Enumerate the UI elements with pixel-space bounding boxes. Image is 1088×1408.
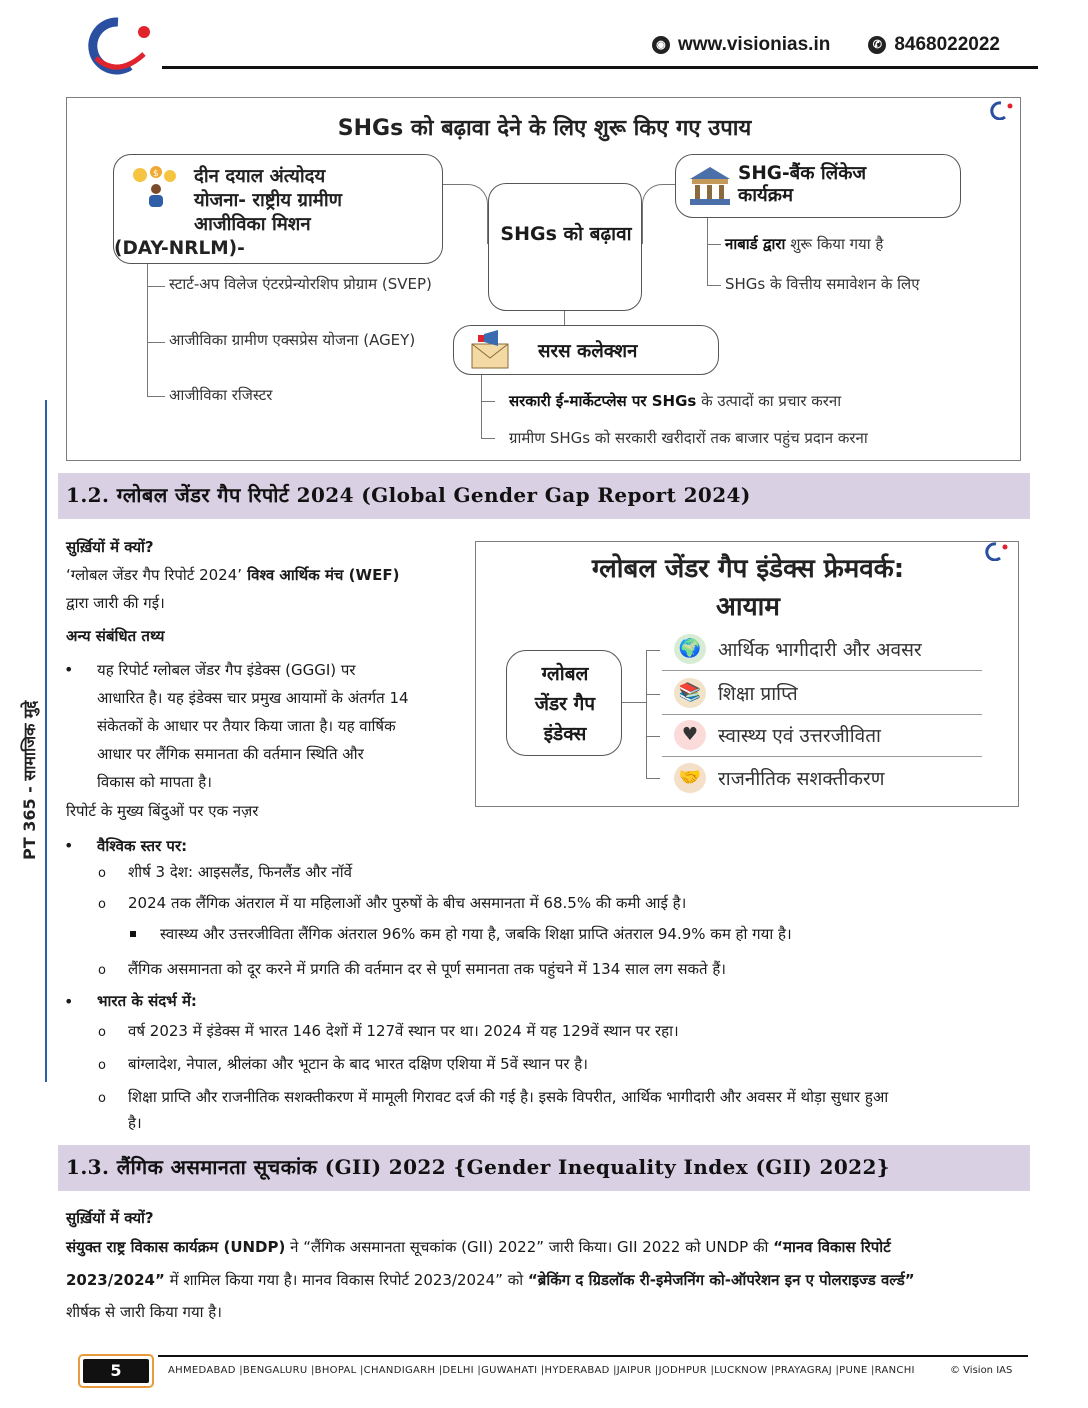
key-points-heading: रिपोर्ट के मुख्य बिंदुओं पर एक नज़र	[66, 802, 259, 820]
divider	[662, 714, 982, 715]
gii-paragraph-line: 2023/2024” में शामिल किया गया है। मानव विकास रिपोर्ट 2023/2024” को “ब्रेकिंग द ग्रिडलॉक री-इमेजनिंग को-ऑपरेशन इन ए पोलराइज्ड वर्ल्ड”	[66, 1271, 915, 1289]
ideas-person-icon	[130, 165, 184, 209]
global-sub-item: स्वास्थ्य और उत्तरजीविता लैंगिक अंतराल 96% कम हो गया है, जबकि शिक्षा प्राप्ति अंतराल 94.9% कम हो गया है।	[160, 925, 792, 943]
center-box	[488, 183, 642, 311]
connector	[147, 342, 165, 343]
bullet: •	[64, 660, 74, 679]
connector	[646, 778, 660, 779]
gggi-title: ग्लोबल जेंडर गैप इंडेक्स फ्रेमवर्क: आयाम	[591, 554, 905, 622]
globe-icon: ◉	[652, 36, 670, 54]
gii-paragraph-line: संयुक्त राष्ट्र विकास कार्यक्रम (UNDP) ने “लैंगिक असमानता सूचकांक (GII) 2022” जारी किया। GII 2022 को UNDP की “मानव विकास रिपोर्ट	[66, 1238, 891, 1256]
books-icon: 📚	[674, 678, 706, 708]
connector	[707, 285, 721, 286]
day-nrlm-title-2: योजना- राष्ट्रीय ग्रामीण	[194, 190, 343, 211]
circle-bullet: o	[98, 866, 106, 881]
side-label: PT 365 - सामाजिक मुद्दे	[20, 700, 39, 860]
square-bullet	[130, 931, 136, 937]
dimension-row: 📚 शिक्षा प्राप्ति	[674, 678, 798, 708]
india-item-cont: है।	[128, 1114, 142, 1132]
circle-bullet: o	[98, 1058, 106, 1073]
india-heading: भारत के संदर्भ में:	[97, 992, 197, 1010]
connector	[622, 702, 646, 703]
footer-cities: AHMEDABAD |BENGALURU |BHOPAL |CHANDIGARH |DELHI |GUWAHATI |HYDERABAD |JAIPUR |JODHPUR |LUCKNOW |PRAYAGRAJ |PUNE |RANCHI	[168, 1365, 915, 1376]
shg-bank-item: SHGs के वित्तीय समावेशन के लिए	[725, 275, 920, 293]
phone-number: 8468022022	[894, 34, 1000, 55]
connector	[147, 396, 165, 397]
india-item: बांग्लादेश, नेपाल, श्रीलंका और भूटान के बाद भारत दक्षिण एशिया में 5वें स्थान पर है।	[128, 1055, 588, 1073]
connector	[707, 218, 721, 286]
connector	[147, 264, 165, 397]
day-nrlm-title-3: आजीविका मिशन	[194, 214, 311, 235]
connector	[481, 438, 495, 439]
circle-bullet: o	[98, 963, 106, 978]
gii-paragraph-line: शीर्षक से जारी किया गया है।	[66, 1303, 222, 1321]
shg-bank-item: नाबार्ड द्वारा शुरू किया गया है	[725, 235, 884, 253]
section-title: 1.2. ग्लोबल जेंडर गैप रिपोर्ट 2024 (Global Gender Gap Report 2024)	[66, 483, 751, 507]
global-item: 2024 तक लैंगिक अंतराल में या महिलाओं और पुरुषों के बीच असमानता में 68.5% की कमी आई है।	[128, 894, 687, 912]
divider	[662, 756, 982, 757]
gggi-infographic	[475, 541, 1019, 807]
website-link[interactable]: www.visionias.in	[677, 34, 831, 55]
day-nrlm-box	[113, 154, 443, 264]
connector	[707, 244, 721, 245]
saras-item: सरकारी ई-मार्केटप्लेस पर SHGs के उत्पादों का प्रचार करना	[509, 392, 842, 410]
dimension-row: ♥ स्वास्थ्य एवं उत्तरजीविता	[674, 720, 881, 750]
footer-copyright: © Vision IAS	[950, 1365, 1013, 1376]
header-divider	[162, 66, 1038, 69]
india-item: शिक्षा प्राप्ति और राजनीतिक सशक्तीकरण में मामूली गिरावट दर्ज की गई है। इसके विपरीत, आर्थिक भागीदारी और अवसर में थोड़ा सुधार हुआ	[128, 1088, 889, 1106]
heart-hands-icon: ♥	[674, 720, 706, 750]
infographic-title: SHGs को बढ़ावा देने के लिए शुरू किए गए उपाय	[337, 116, 752, 141]
header-contact	[652, 34, 1000, 56]
day-nrlm-title-1: दीन दयाल अंत्योदय	[194, 166, 326, 187]
divider	[662, 670, 982, 671]
section-header-1-2	[58, 473, 1030, 519]
envelope-megaphone-icon	[468, 330, 512, 370]
side-bar	[45, 400, 47, 1082]
phone-icon: ✆	[868, 36, 886, 54]
connector	[443, 184, 488, 244]
other-facts-heading: अन्य संबंधित तथ्य	[66, 627, 165, 645]
bank-icon	[688, 165, 732, 207]
vision-ias-logo	[78, 14, 158, 76]
gggi-box: ग्लोबल जेंडर गैप इंडेक्स	[506, 650, 622, 756]
day-nrlm-title-4: (DAY-NRLM)-	[114, 238, 245, 259]
global-item: शीर्ष 3 देश: आइसलैंड, फिनलैंड और नॉर्वे	[128, 863, 352, 881]
day-nrlm-item: आजीविका रजिस्टर	[169, 386, 273, 404]
footer-divider	[158, 1355, 1028, 1357]
global-heading: वैश्विक स्तर पर:	[97, 837, 188, 855]
center-label: SHGs को बढ़ावा	[500, 223, 632, 245]
saras-box	[453, 325, 719, 375]
connector	[642, 184, 675, 244]
shg-bank-title-1: SHG-बैंक लिंकेज	[738, 163, 867, 184]
connector	[147, 286, 165, 287]
connector	[646, 650, 660, 651]
global-item: लैंगिक असमानता को दूर करने में प्रगति की वर्तमान दर से पूर्ण समानता तक पहुंचने में 134 साल लग सकते हैं।	[128, 960, 726, 978]
circle-bullet: o	[98, 897, 106, 912]
why-text: ‘ग्लोबल जेंडर गैप रिपोर्ट 2024’ विश्व आर्थिक मंच (WEF)	[66, 566, 400, 584]
bullet-paragraph: यह रिपोर्ट ग्लोबल जेंडर गैप इंडेक्स (GGGI) पर आधारित है। यह इंडेक्स चार प्रमुख आयामों के अंतर्गत 14 संकेतकों के आधार पर तैयार किया जाता है। यह वार्षिक आधार पर लैंगिक समानता की वर्तमान स्थिति और विकास को मापता है।	[97, 661, 409, 791]
bullet: •	[64, 836, 74, 855]
page-number: 5	[83, 1359, 149, 1383]
section-header-1-3	[58, 1145, 1030, 1191]
circle-bullet: o	[98, 1091, 106, 1106]
connector	[646, 736, 660, 737]
why-text-2: द्वारा जारी की गई।	[66, 594, 165, 612]
dimension-row: 🤝 राजनीतिक सशक्तीकरण	[674, 763, 884, 793]
india-item: वर्ष 2023 में इंडेक्स में भारत 146 देशों में 127वें स्थान पर था। 2024 में यह 129वें स्थान पर रहा।	[128, 1022, 679, 1040]
connector	[481, 401, 495, 402]
connector	[564, 311, 565, 325]
page-number-box	[78, 1354, 154, 1388]
day-nrlm-item: आजीविका ग्रामीण एक्सप्रेस योजना (AGEY)	[169, 331, 416, 349]
connector	[646, 694, 660, 695]
connector	[646, 650, 660, 778]
day-nrlm-item: स्टार्ट-अप विलेज एंटरप्रेन्योरशिप प्रोग्राम (SVEP)	[169, 275, 432, 293]
connector	[481, 375, 495, 439]
saras-item: ग्रामीण SHGs को सरकारी खरीदारों तक बाजार पहुंच प्रदान करना	[509, 429, 868, 447]
shg-bank-box	[675, 154, 961, 218]
svg-text:$: $	[153, 169, 159, 179]
globe-economy-icon: 🌍	[674, 634, 706, 664]
handshake-icon: 🤝	[674, 763, 706, 793]
saras-title: सरस कलेक्शन	[538, 341, 638, 362]
dimension-row: 🌍 आर्थिक भागीदारी और अवसर	[674, 634, 922, 664]
bullet: •	[64, 992, 74, 1011]
why-heading: सुर्ख़ियों में क्यों?	[66, 538, 154, 556]
why-heading: सुर्ख़ियों में क्यों?	[66, 1209, 154, 1227]
circle-bullet: o	[98, 1025, 106, 1040]
shg-bank-title-2: कार्यक्रम	[738, 185, 794, 206]
section-title: 1.3. लैंगिक असमानता सूचकांक (GII) 2022 {Gender Inequality Index (GII) 2022}	[66, 1155, 891, 1179]
shg-infographic	[66, 97, 1021, 461]
